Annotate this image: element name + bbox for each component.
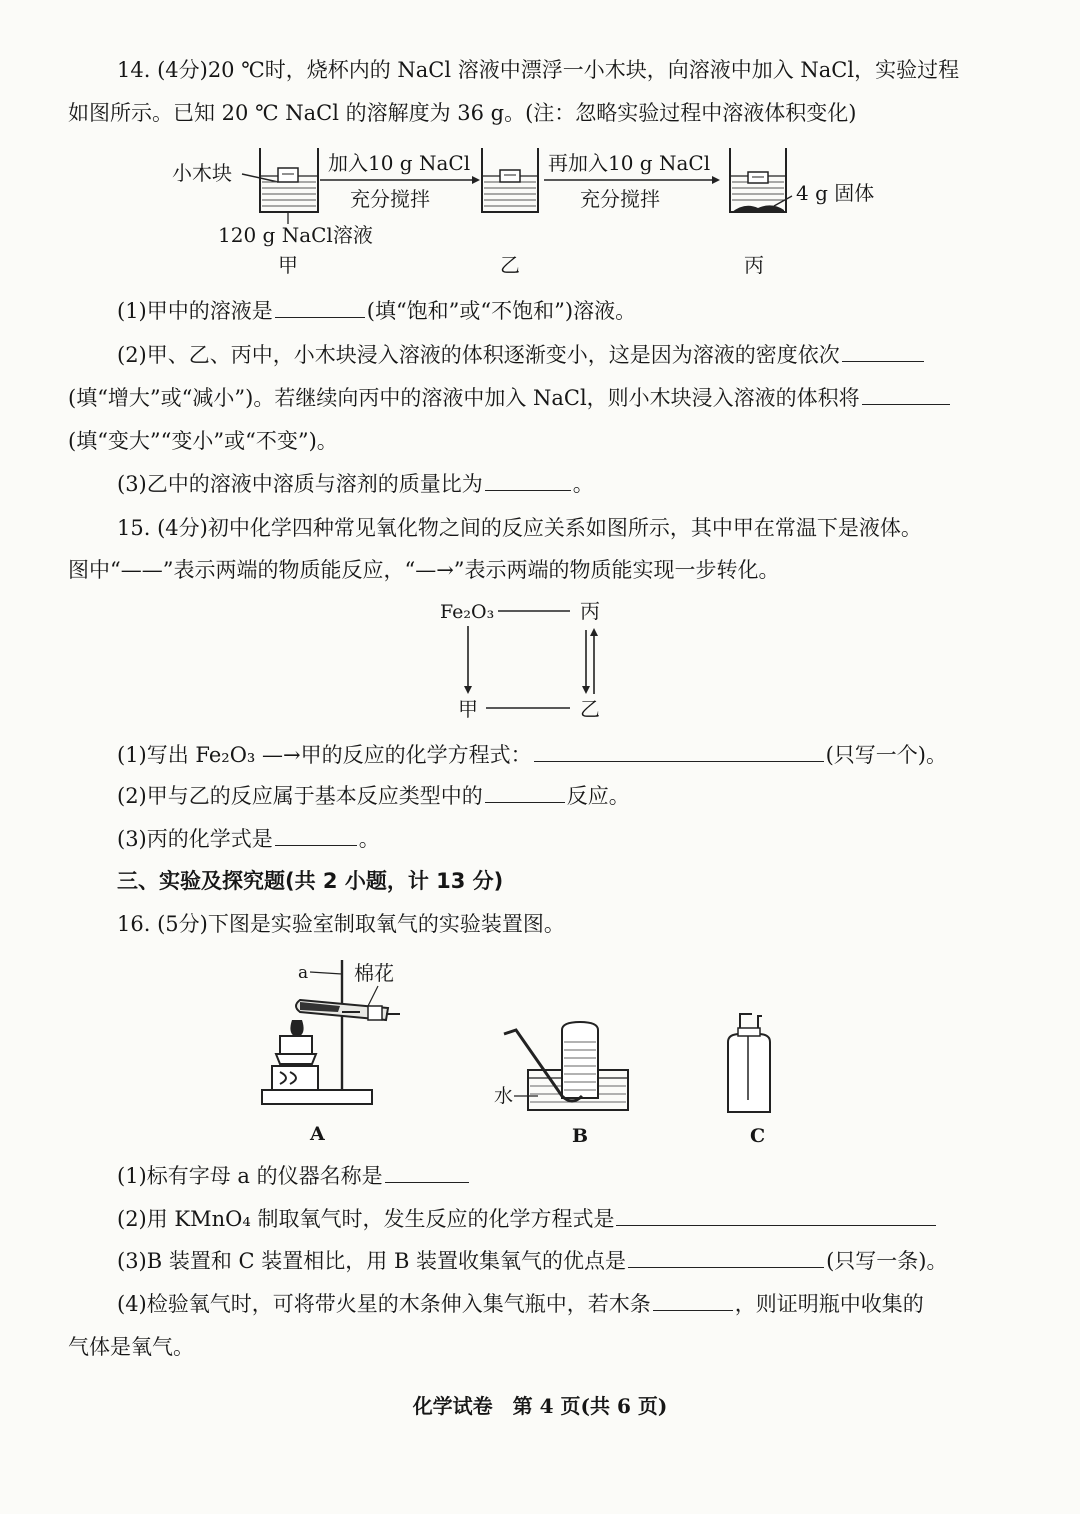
q16-part3	[117, 1247, 947, 1275]
answer-blank[interactable]	[275, 825, 357, 846]
beaker-yi	[482, 148, 538, 212]
q14-stem-line2: 如图所示。已知 20 ℃ NaCl 的溶解度为 36 g。(注：忽略实验过程中溶液体积变化)	[68, 101, 857, 125]
q14-step1-top: 加入10 g NaCl	[328, 151, 471, 175]
answer-blank[interactable]	[628, 1247, 824, 1268]
beaker-jia	[260, 148, 318, 224]
q15-part2	[117, 782, 630, 810]
label-jia: 甲	[278, 253, 298, 277]
q15-p2-text-b: 反应。	[566, 784, 630, 808]
apparatus-b	[494, 1022, 628, 1147]
q14-step2-bottom: 充分搅拌	[580, 187, 660, 211]
q15-stem-line2: 图中“——”表示两端的物质能反应，“—→”表示两端的物质能实现一步转化。	[68, 558, 780, 582]
answer-blank[interactable]	[485, 470, 571, 491]
label-bing: 丙	[744, 253, 764, 277]
answer-blank[interactable]	[534, 741, 824, 762]
q15-stem-line1: 15. (4分)初中化学四种常见氧化物之间的反应关系如图所示，其中甲在常温下是液体。	[117, 516, 922, 540]
answer-blank[interactable]	[862, 384, 950, 405]
node-fe2o3: Fe₂O₃	[440, 601, 495, 623]
section-heading: 三、实验及探究题(共 2 小题，计 13 分)	[117, 869, 504, 893]
q14-part2-line1	[117, 341, 926, 369]
q15-part3	[117, 825, 380, 853]
apparatus-a	[262, 960, 400, 1145]
q15-p3-text-a: (3)丙的化学式是	[117, 827, 273, 851]
node-bing: 丙	[580, 599, 600, 623]
label-cotton: 棉花	[354, 961, 394, 985]
q16-part2	[117, 1205, 938, 1233]
q15-p1-text-a: (1)写出 Fe₂O₃ —→甲的反应的化学方程式：	[117, 743, 532, 767]
node-yi: 乙	[580, 697, 600, 721]
label-water: 水	[494, 1085, 514, 1107]
q14-part2-line3: (填“变大”“变小”或“不变”)。	[68, 429, 338, 453]
q16-apparatus-figure	[240, 950, 800, 1155]
label-a-instrument: a	[298, 963, 309, 983]
q14-p1-text-a: (1)甲中的溶液是	[117, 299, 273, 323]
q14-part1	[117, 297, 636, 325]
q14-solution-label: 120 g NaCl溶液	[218, 223, 373, 247]
q16-p4-text-a: (4)检验氧气时，可将带火星的木条伸入集气瓶中，若木条	[117, 1292, 651, 1316]
q14-block-label: 小木块	[172, 161, 232, 185]
q14-step2-top: 再加入10 g NaCl	[548, 151, 711, 175]
q15-p2-text-a: (2)甲与乙的反应属于基本反应类型中的	[117, 784, 483, 808]
q14-p2-text-a: (2)甲、乙、丙中，小木块浸入溶液的体积逐渐变小，这是因为溶液的密度依次	[117, 343, 840, 367]
q14-p1-text-b: (填“饱和”或“不饱和”)溶液。	[366, 299, 637, 323]
answer-blank[interactable]	[653, 1290, 733, 1311]
answer-blank[interactable]	[842, 341, 924, 362]
q14-solid-label: 4 g 固体	[796, 181, 875, 205]
q14-p3-text-b: 。	[572, 472, 594, 496]
apparatus-c	[728, 1014, 770, 1147]
q16-part1	[117, 1162, 471, 1190]
q16-part4-line2: 气体是氧气。	[68, 1335, 194, 1359]
q14-dissolution-figure	[160, 138, 920, 278]
q14-part2-line2	[68, 384, 952, 412]
q16-p3-text-a: (3)B 装置和 C 装置相比，用 B 装置收集氧气的优点是	[117, 1249, 627, 1273]
q14-part3	[117, 470, 594, 498]
q16-p2-text: (2)用 KMnO₄ 制取氧气时，发生反应的化学方程式是	[117, 1207, 615, 1231]
q16-part4-line1	[117, 1290, 924, 1318]
q14-stem-line1: 14. (4分)20 ℃时，烧杯内的 NaCl 溶液中漂浮一小木块，向溶液中加入 NaCl，实验过程	[117, 58, 960, 82]
q14-step1-bottom: 充分搅拌	[350, 187, 430, 211]
answer-blank[interactable]	[485, 782, 565, 803]
label-yi: 乙	[500, 253, 520, 277]
q16-p3-text-b: (只写一条)。	[826, 1249, 948, 1273]
answer-blank[interactable]	[275, 297, 365, 318]
label-apparatus-c: C	[750, 1125, 766, 1147]
q15-relation-diagram	[430, 590, 630, 730]
q14-p2-text-b: (填“增大”或“减小”)。若继续向丙中的溶液中加入 NaCl，则小木块浸入溶液的体积将	[68, 386, 860, 410]
q14-p3-text-a: (3)乙中的溶液中溶质与溶剂的质量比为	[117, 472, 483, 496]
label-apparatus-a: A	[310, 1123, 325, 1145]
page-footer: 化学试卷 第 4 页(共 6 页)	[412, 1394, 668, 1418]
node-jia: 甲	[458, 697, 478, 721]
label-apparatus-b: B	[572, 1125, 589, 1147]
answer-blank[interactable]	[385, 1162, 469, 1183]
beaker-bing	[730, 148, 792, 212]
q16-p1-text: (1)标有字母 a 的仪器名称是	[117, 1164, 383, 1188]
q15-p1-text-b: (只写一个)。	[825, 743, 947, 767]
q15-p3-text-b: 。	[358, 827, 380, 851]
q16-stem: 16. (5分)下图是实验室制取氧气的实验装置图。	[117, 912, 565, 936]
q15-part1	[117, 741, 947, 769]
answer-blank[interactable]	[616, 1205, 936, 1226]
q16-p4-text-b: ，则证明瓶中收集的	[734, 1292, 924, 1316]
